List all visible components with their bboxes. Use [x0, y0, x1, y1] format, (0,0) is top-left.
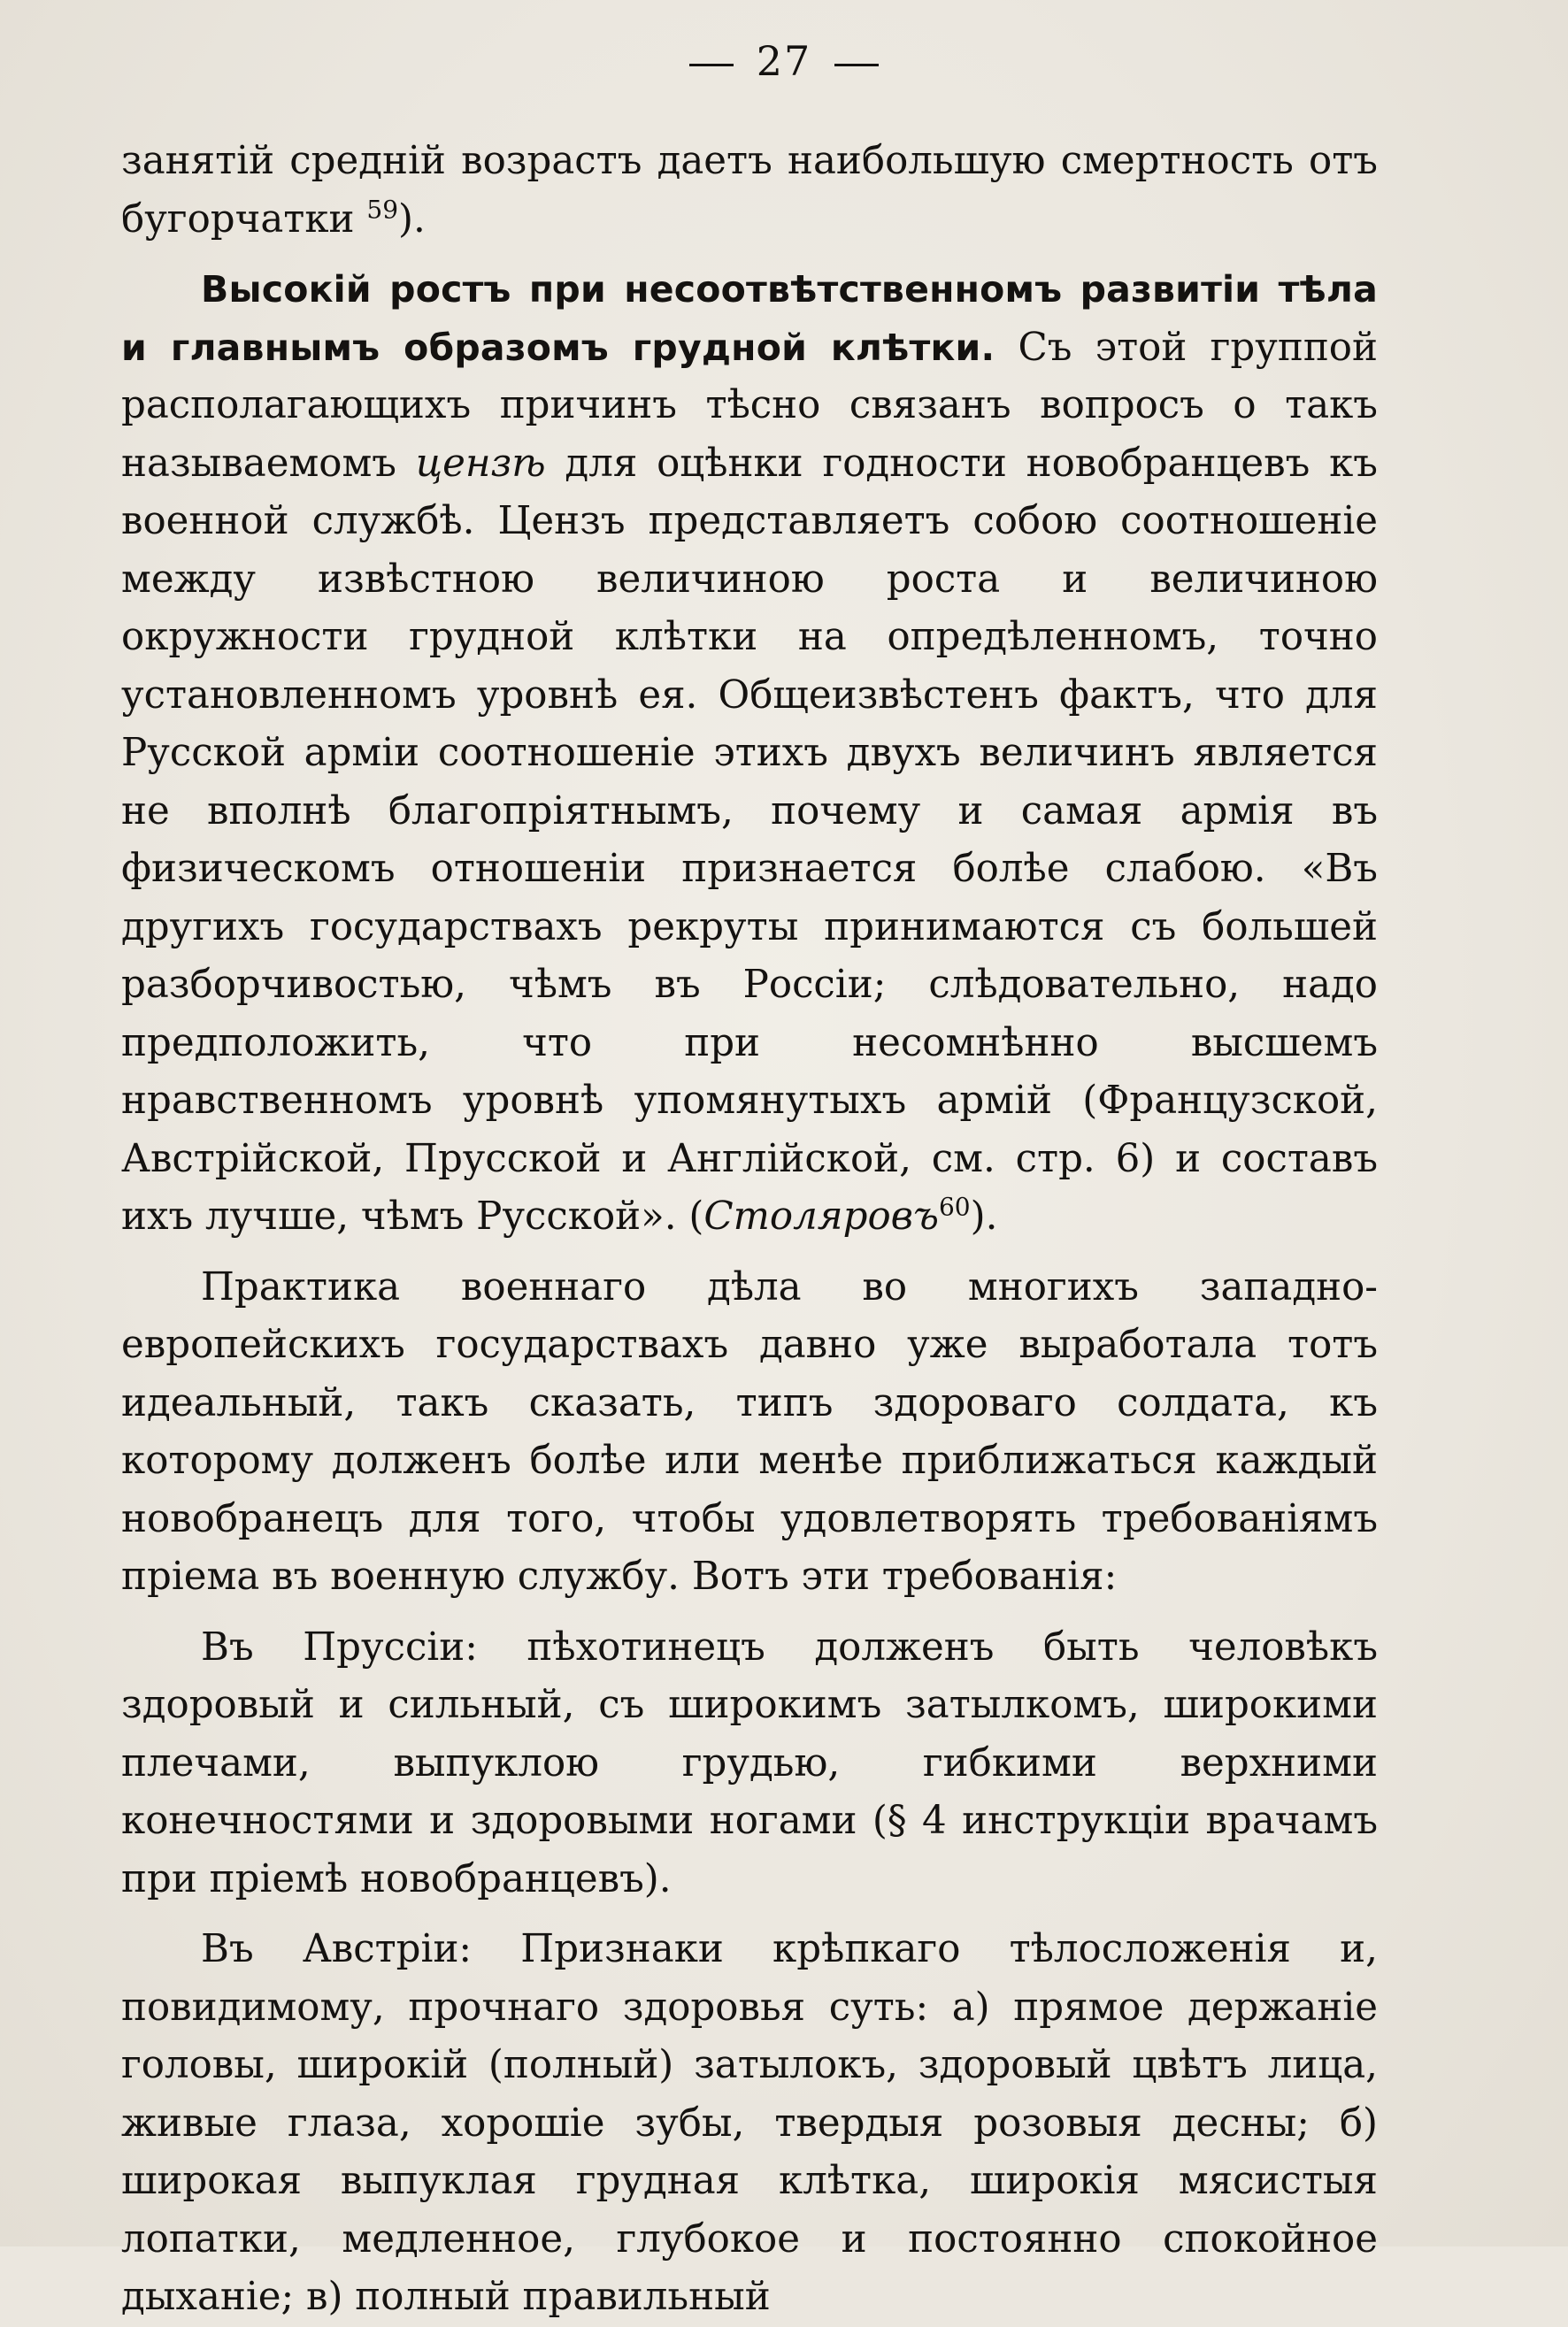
right-dash [834, 64, 879, 66]
body-text [121, 133, 1378, 2327]
paragraph-2 [121, 261, 1378, 1247]
paragraph-text: Съ этой группой располагающихъ причинъ тѣсно связанъ вопросъ о такъ называемомъ [121, 325, 1378, 486]
paragraph-end: ). [970, 1194, 998, 1239]
paragraph-end: ). [398, 196, 426, 242]
paragraph-4: Въ Пруссіи: пѣхотинецъ долженъ быть человѣкъ здоровый и сильный, съ широкимъ затылкомъ, широкими плечами, выпуклою грудью, гибкими верхними конечностями и здоровыми ногами (§ 4 инструкціи врачамъ при пріемѣ новобранцевъ). [121, 1624, 1378, 1901]
page-number: 27 [756, 37, 812, 85]
cited-author: Столяровъ [703, 1194, 939, 1239]
paragraph-1 [121, 133, 1378, 249]
paragraph-3: Практика военнаго дѣла во многихъ западно-европейскихъ государствахъ давно уже выработала тотъ идеальный, такъ сказать, типъ здороваго солдата, къ которому долженъ болѣе или менѣе приближаться каждый новобранецъ для того, чтобы удовлетворять требованіямъ пріема въ военную службу. Вотъ эти требованія: [121, 1264, 1378, 1599]
section-heading: Высокій ростъ при несоотвѣтственномъ развитіи тѣла и главнымъ образомъ грудной клѣтки. [121, 268, 1378, 369]
page-header [0, 37, 1568, 85]
paragraph-5: Въ Австріи: Признаки крѣпкаго тѣлосложенія и, повидимому, прочнаго здоровья суть: а) прямое держаніе головы, широкій (полный) затылокъ, здоровый цвѣтъ лица, живые глаза, хорошіе зубы, твердыя розовыя десны; б) широкая выпуклая грудная клѣтка, широкія мясистыя лопатки, медленное, глубокое и постоянно спокойное дыханіе; в) полный правильный [121, 1927, 1378, 2319]
footnote-ref-60: 60 [938, 1192, 971, 1222]
footnote-ref-59: 59 [366, 195, 399, 224]
paragraph-text-continued: для оцѣнки годности новобранцевъ къ военной службѣ. Цензъ представляетъ собою соотношеніе между извѣстною величиною роста и величиною окружности грудной клѣтки на опредѣленномъ, точно установленномъ уровнѣ ея. Общеизвѣстенъ фактъ, что для Русской арміи соотношеніе этихъ двухъ величинъ является не вполнѣ благопріятнымъ, почему и самая армія въ физическомъ отношеніи признается болѣе слабою. «Въ другихъ государствахъ рекруты принимаются съ большей разборчивостью, чѣмъ въ Россіи; слѣдовательно, надо предположить, что при несомнѣнно высшемъ нравственномъ уровнѣ упомянутыхъ армій (Французской, Австрійской, Прусской и Англійской, см. стр. 6) и составъ ихъ лучше, чѣмъ Русской». ( [121, 441, 1378, 1239]
left-dash [689, 64, 734, 66]
italic-term: цензѣ [415, 441, 546, 486]
paragraph-text: занятій средній возрастъ даетъ наибольшую смертность отъ бугорчатки [121, 139, 1378, 242]
